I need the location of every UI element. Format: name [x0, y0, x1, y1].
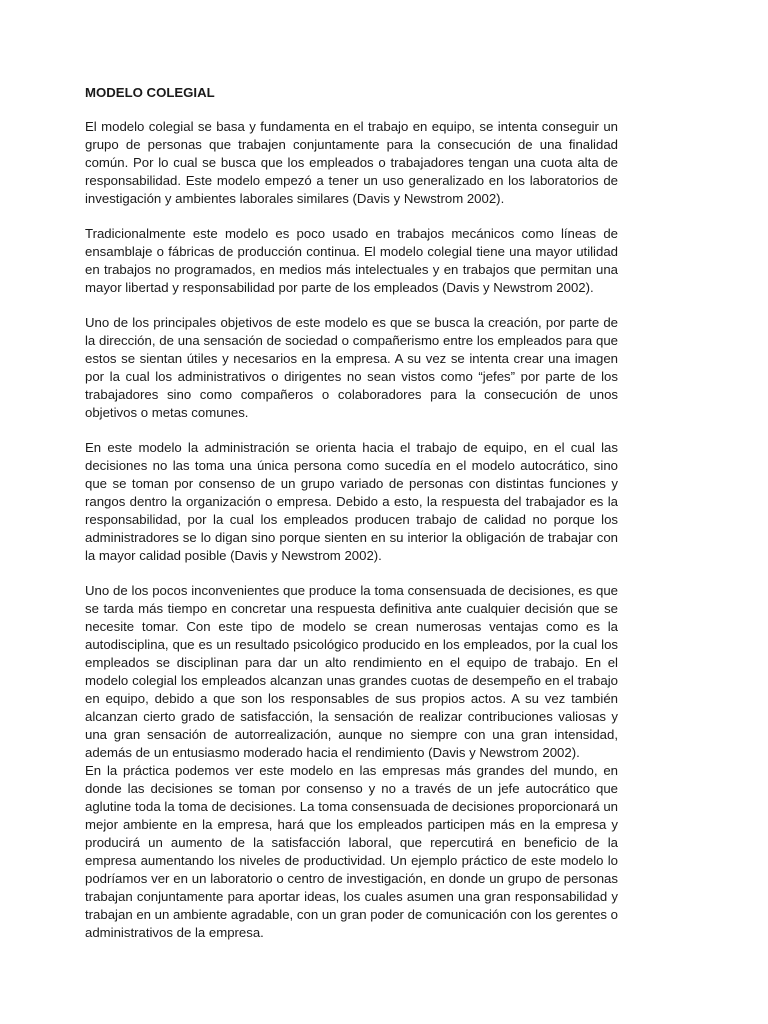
paragraph-1: El modelo colegial se basa y fundamenta en el trabajo en equipo, se intenta conseguir un grupo de personas que trabajen conjuntamente para la consecución de una finalidad común. Por lo cual se busca que los empleados o trabajadores tengan una cuota alta de responsabilidad. Este modelo empezó a tener un uso generalizado en los laboratorios de investigación y ambientes laborales similares (Davis y Newstrom 2002). — [85, 119, 618, 206]
document-title: MODELO COLEGIAL — [85, 85, 215, 100]
paragraph-5: Uno de los pocos inconvenientes que produce la toma consensuada de decisiones, es que se tarda más tiempo en concretar una respuesta definitiva ante cualquier decisión que se necesite tomar. Con este tipo de modelo se crean numerosas ventajas como es la autodisciplina, que es un resultado psicológico producido en los empleados, por la cual los empleados se disciplinan para dar un alto rendimiento en el equipo de trabajo. En el modelo colegial los empleados alcanzan unas grandes cuotas de desempeño en el trabajo en equipo, debido a que son los responsables de sus propios actos. A su vez también alcanzan cierto grado de satisfacción, la sensación de realizar contribuciones valiosas y una gran sensación de autorrealización, aunque no siempre con una gran intensidad, además de un entusiasmo moderado hacia el rendimiento (Davis y Newstrom 2002). — [85, 583, 618, 760]
paragraph-2: Tradicionalmente este modelo es poco usado en trabajos mecánicos como líneas de ensamblaje o fábricas de producción continua. El modelo colegial tiene una mayor utilidad en trabajos no programados, en medios más intelectuales y en trabajos que permitan una mayor libertad y responsabilidad por parte de los empleados (Davis y Newstrom 2002). — [85, 226, 618, 295]
paragraph-3: Uno de los principales objetivos de este modelo es que se busca la creación, por parte de la dirección, de una sensación de sociedad o compañerismo entre los empleados para que estos se sientan útiles y necesarios en la empresa. A su vez se intenta crear una imagen por la cual los administrativos o dirigentes no sean vistos como “jefes” por parte de los trabajadores sino como compañeros o colaboradores para la consecución de unos objetivos o metas comunes. — [85, 315, 618, 420]
document-page — [85, 84, 618, 959]
paragraph-4: En este modelo la administración se orienta hacia el trabajo de equipo, en el cual las decisiones no las toma una única persona como sucedía en el modelo autocrático, sino que se toman por consenso de un grupo variado de personas con distintas funciones y rangos dentro la organización o empresa. Debido a esto, la respuesta del trabajador es la responsabilidad, por la cual los empleados producen trabajo de calidad no porque los administradores se lo digan sino porque sienten en su interior la obligación de trabajar con la mayor calidad posible (Davis y Newstrom 2002). — [85, 440, 618, 563]
paragraph-6: En la práctica podemos ver este modelo en las empresas más grandes del mundo, en donde las decisiones se toman por consenso y no a través de un jefe autocrático que aglutine toda la toma de decisiones. La toma consensuada de decisiones proporcionará un mejor ambiente en la empresa, hará que los empleados participen más en la empresa y producirá un aumento de la satisfacción laboral, que repercutirá en beneficio de la empresa aumentando los niveles de productividad. Un ejemplo práctico de este modelo lo podríamos ver en un laboratorio o centro de investigación, en donde un grupo de personas trabajan conjuntamente para aportar ideas, los cuales asumen una gran responsabilidad y trabajan en un ambiente agradable, con un gran poder de comunicación con los gerentes o administrativos de la empresa. — [85, 763, 618, 940]
